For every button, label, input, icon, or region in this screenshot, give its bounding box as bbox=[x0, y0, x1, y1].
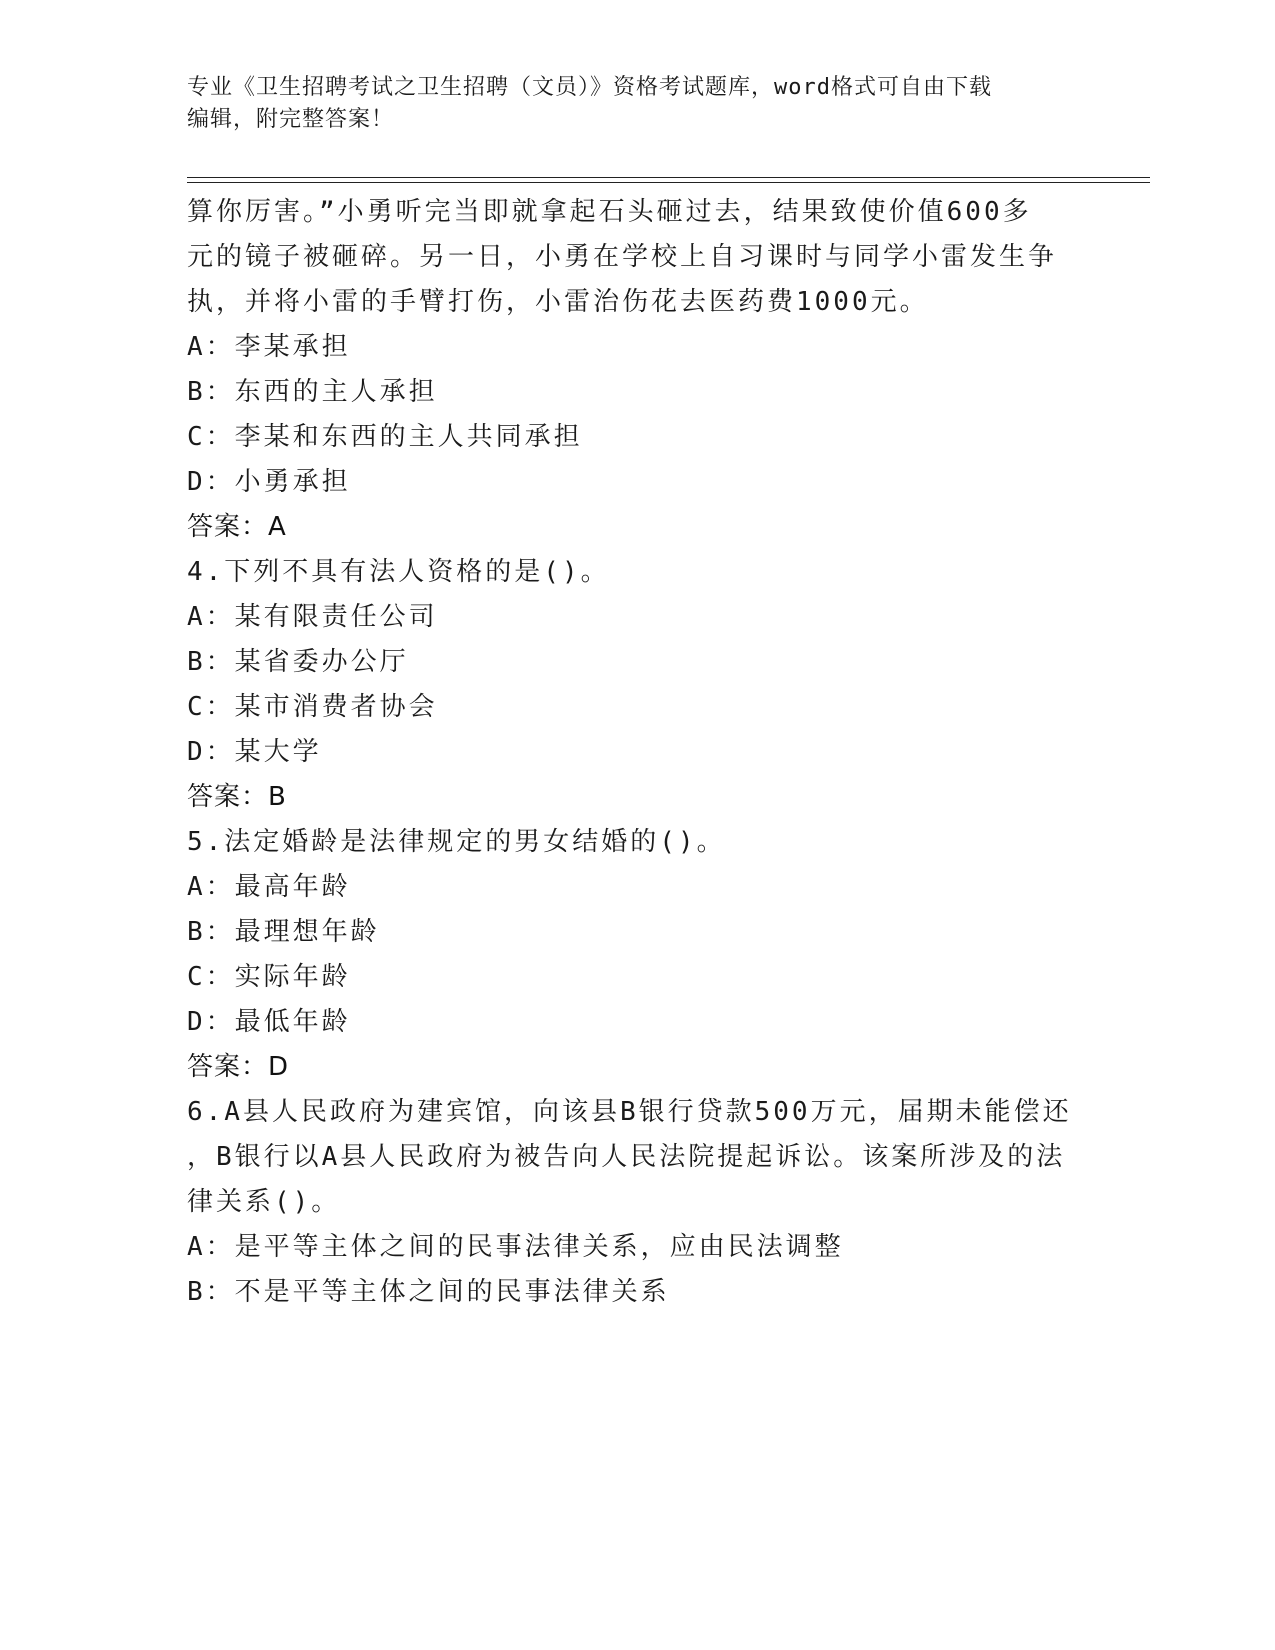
option-b: B：某省委办公厅 bbox=[187, 647, 409, 677]
answer-line: 答案：B bbox=[187, 782, 287, 812]
header-line-1: 专业《卫生招聘考试之卫生招聘（文员）》资格考试题库，word格式可自由下载 bbox=[187, 75, 992, 100]
question-text-line: 元的镜子被砸碎。另一日，小勇在学校上自习课时与同学小雷发生争 bbox=[187, 242, 1058, 272]
option-c: C：某市消费者协会 bbox=[187, 692, 438, 722]
option-a: A：是平等主体之间的民事法律关系，应由民法调整 bbox=[187, 1232, 844, 1262]
option-a: A：李某承担 bbox=[187, 332, 351, 362]
question-text-line: 4.下列不具有法人资格的是()。 bbox=[187, 557, 610, 587]
option-c: C：李某和东西的主人共同承担 bbox=[187, 422, 583, 452]
option-b: B：不是平等主体之间的民事法律关系 bbox=[187, 1277, 670, 1307]
question-text-line: 6.A县人民政府为建宾馆，向该县B银行贷款500万元，届期未能偿还 bbox=[187, 1097, 1072, 1127]
question-5 bbox=[187, 820, 1107, 1090]
option-b: B：最理想年龄 bbox=[187, 917, 380, 947]
question-3-continued bbox=[187, 190, 1107, 550]
option-c: C：实际年龄 bbox=[187, 962, 351, 992]
document-body bbox=[187, 190, 1107, 1315]
option-d: D：小勇承担 bbox=[187, 467, 351, 497]
option-d: D：最低年龄 bbox=[187, 1007, 351, 1037]
header-line-2: 编辑，附完整答案！ bbox=[187, 107, 395, 132]
question-6 bbox=[187, 1090, 1107, 1315]
option-b: B：东西的主人承担 bbox=[187, 377, 438, 407]
document-header bbox=[187, 72, 1087, 136]
header-divider-bottom bbox=[187, 182, 1150, 183]
answer-line: 答案：D bbox=[187, 1052, 290, 1082]
option-d: D：某大学 bbox=[187, 737, 322, 767]
question-text-line: 算你厉害。”小勇听完当即就拿起石头砸过去，结果致使价值600多 bbox=[187, 197, 1032, 227]
header-divider-top bbox=[187, 177, 1150, 178]
option-a: A：某有限责任公司 bbox=[187, 602, 438, 632]
question-4 bbox=[187, 550, 1107, 820]
question-text-line: ，B银行以A县人民政府为被告向人民法院提起诉讼。该案所涉及的法 bbox=[187, 1142, 1066, 1172]
question-text-line: 律关系()。 bbox=[187, 1187, 341, 1217]
answer-line: 答案：A bbox=[187, 512, 287, 542]
question-text-line: 执，并将小雷的手臂打伤，小雷治伤花去医药费1000元。 bbox=[187, 287, 929, 317]
question-text-line: 5.法定婚龄是法律规定的男女结婚的()。 bbox=[187, 827, 726, 857]
option-a: A：最高年龄 bbox=[187, 872, 351, 902]
